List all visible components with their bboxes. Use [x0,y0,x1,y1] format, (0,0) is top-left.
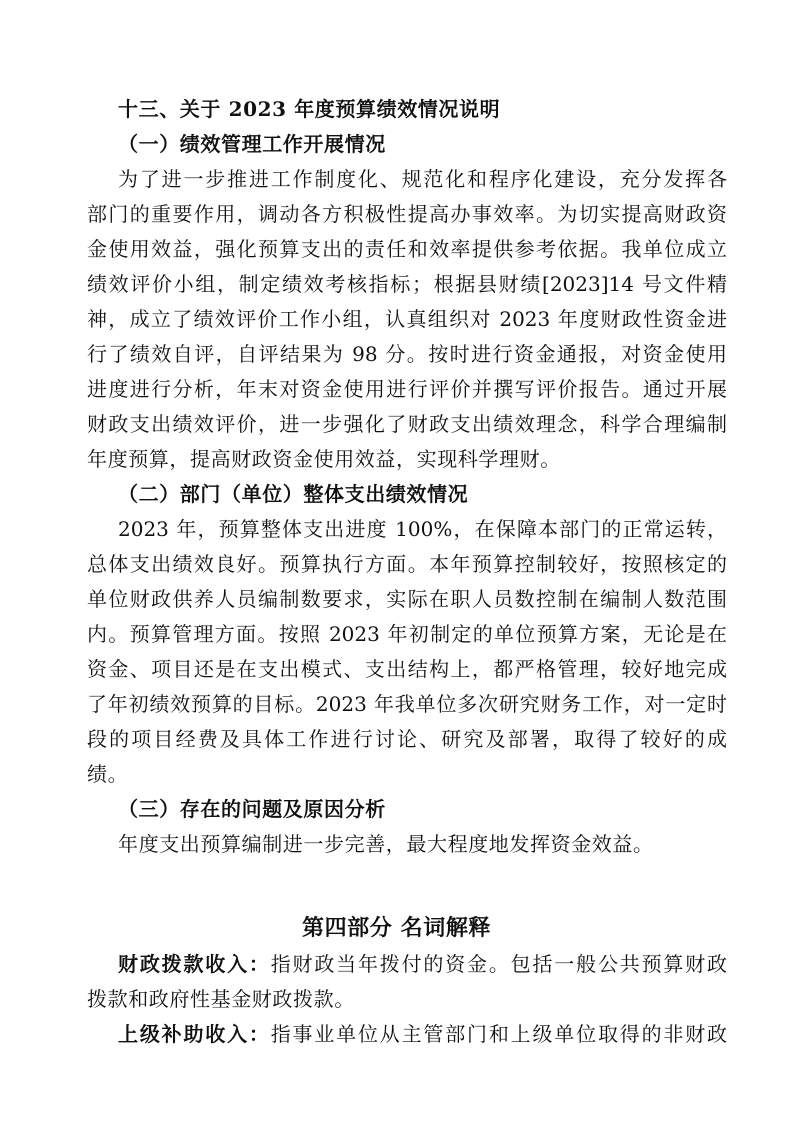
paragraph-line: 部门的重要作用，调动各方积极性提高办事效率。为切实提高财政资 [87,202,727,226]
paragraph-line: 内。预算管理方面。按照 2023 年初制定的单位预算方案，无论是在 [87,622,727,646]
subsection-heading-2: （二）部门（单位）整体支出绩效情况 [118,482,469,506]
paragraph-line: 段的项目经费及具体工作进行讨论、研究及部署，取得了较好的成 [87,727,727,751]
paragraph-line: 年度预算，提高财政资金使用效益，实现科学理财。 [87,447,561,471]
paragraph-line: 神，成立了绩效评价工作小组，认真组织对 2023 年度财政性资金进 [87,307,727,331]
paragraph-line: 绩。 [87,762,129,786]
paragraph-line: 2023 年，预算整体支出进度 100%，在保障本部门的正常运转， [118,517,727,541]
paragraph-line: 金使用效益，强化预算支出的责任和效率提供参考依据。我单位成立 [87,237,727,261]
section-heading: 十三、关于 2023 年度预算绩效情况说明 [118,97,501,121]
subsection-heading-1: （一）绩效管理工作开展情况 [118,132,386,156]
part-title: 第四部分 名词解释 [301,915,492,941]
paragraph-line: 了年初绩效预算的目标。2023 年我单位多次研究财务工作，对一定时 [87,692,727,716]
paragraph-line: 资金、项目还是在支出模式、支出结构上，都严格管理，较好地完成 [87,657,727,681]
definition-line [118,951,727,977]
definition-line [118,1021,727,1047]
paragraph-line: 财政支出绩效评价，进一步强化了财政支出绩效理念，科学合理编制 [87,412,727,436]
paragraph-line: 行了绩效自评，自评结果为 98 分。按时进行资金通报，对资金使用 [87,342,727,366]
definition-line: 拨款和政府性基金财政拨款。 [87,987,355,1011]
definition-text: 指财政当年拨付的资金。包括一般公共预算财政 [270,952,728,976]
paragraph-line: 总体支出绩效良好。预算执行方面。本年预算控制较好，按照核定的 [87,552,727,576]
paragraph-line: 绩效评价小组，制定绩效考核指标；根据县财绩[2023]14 号文件精 [87,272,727,296]
definition-term: 财政拨款收入： [118,952,271,976]
subsection-heading-3: （三）存在的问题及原因分析 [118,797,386,821]
definition-term: 上级补助收入： [118,1022,271,1046]
paragraph-line: 进度进行分析，年末对资金使用进行评价并撰写评价报告。通过开展 [87,377,727,401]
paragraph-line: 年度支出预算编制进一步完善，最大程度地发挥资金效益。 [118,832,654,856]
definition-text: 指事业单位从主管部门和上级单位取得的非财政 [270,1022,728,1046]
paragraph-line: 为了进一步推进工作制度化、规范化和程序化建设，充分发挥各 [118,167,727,191]
paragraph-line: 单位财政供养人员编制数要求，实际在职人员数控制在编制人数范围 [87,587,727,611]
